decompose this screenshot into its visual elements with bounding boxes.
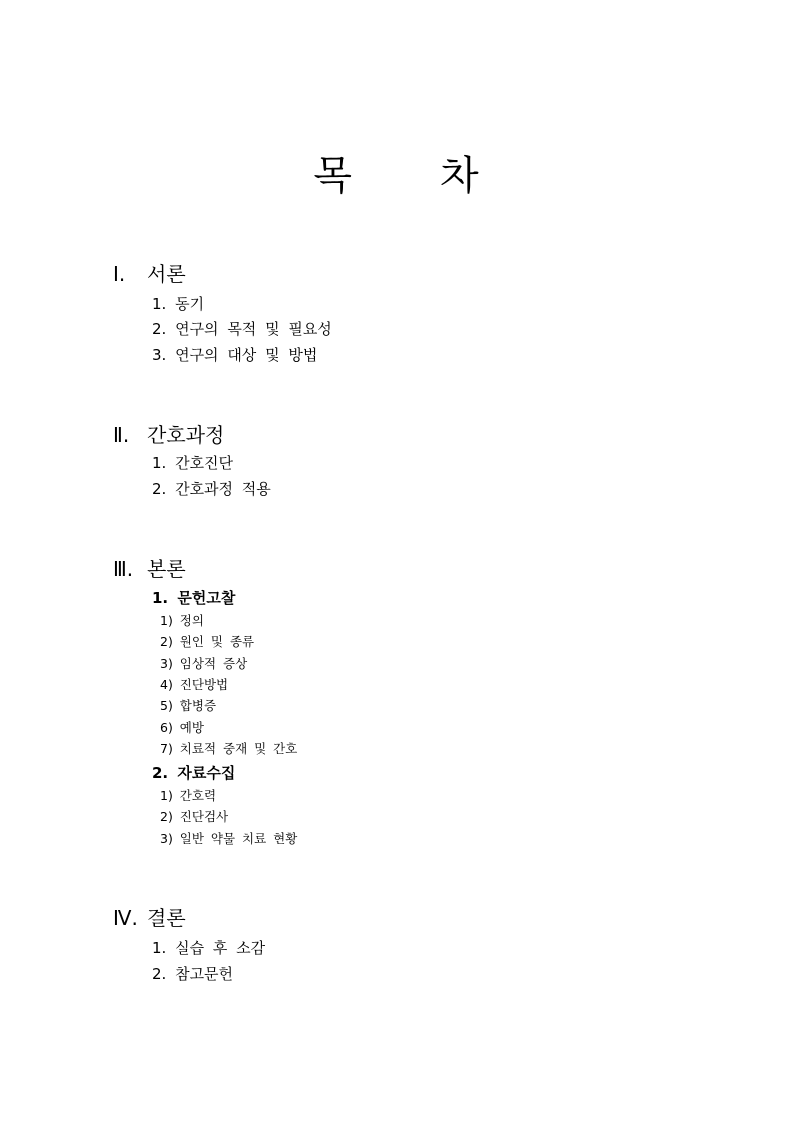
section-heading-4	[113, 905, 186, 931]
toc-item: 1. 문헌고찰	[152, 589, 236, 607]
toc-item: 1. 간호진단	[152, 454, 234, 472]
section-heading-1	[113, 261, 186, 287]
section-label: 결론	[147, 906, 186, 930]
toc-item: 1. 실습 후 소감	[152, 939, 266, 957]
section-heading-3	[113, 556, 186, 582]
section-number: Ⅱ.	[113, 423, 130, 447]
toc-subitem: 1) 간호력	[160, 788, 217, 803]
toc-subitem: 3) 임상적 증상	[160, 656, 248, 671]
toc-subitem: 2) 원인 및 종류	[160, 634, 255, 649]
section-label: 서론	[147, 262, 186, 286]
toc-subitem: 4) 진단방법	[160, 677, 229, 692]
toc-item: 2. 참고문헌	[152, 965, 234, 983]
section-number: Ⅰ.	[113, 262, 126, 286]
section-label: 간호과정	[147, 423, 225, 447]
toc-item: 2. 간호과정 적용	[152, 480, 271, 498]
toc-item: 2. 연구의 목적 및 필요성	[152, 320, 332, 338]
toc-subitem: 5) 합병증	[160, 698, 217, 713]
toc-subitem: 2) 진단검사	[160, 809, 229, 824]
title-part-2: 차	[440, 153, 481, 199]
toc-subitem: 3) 일반 약물 치료 현황	[160, 831, 298, 846]
section-number: Ⅳ.	[113, 906, 138, 930]
toc-item: 1. 동기	[152, 295, 205, 313]
title-part-1: 목	[313, 153, 354, 199]
toc-subitem: 1) 정의	[160, 613, 204, 628]
section-heading-2	[113, 422, 224, 448]
section-number: Ⅲ.	[113, 557, 134, 581]
toc-subitem: 6) 예방	[160, 720, 204, 735]
page-title	[0, 150, 794, 202]
section-label: 본론	[147, 557, 186, 581]
toc-item: 3. 연구의 대상 및 방법	[152, 346, 318, 364]
toc-item: 2. 자료수집	[152, 764, 236, 782]
toc-subitem: 7) 치료적 중재 및 간호	[160, 741, 298, 756]
